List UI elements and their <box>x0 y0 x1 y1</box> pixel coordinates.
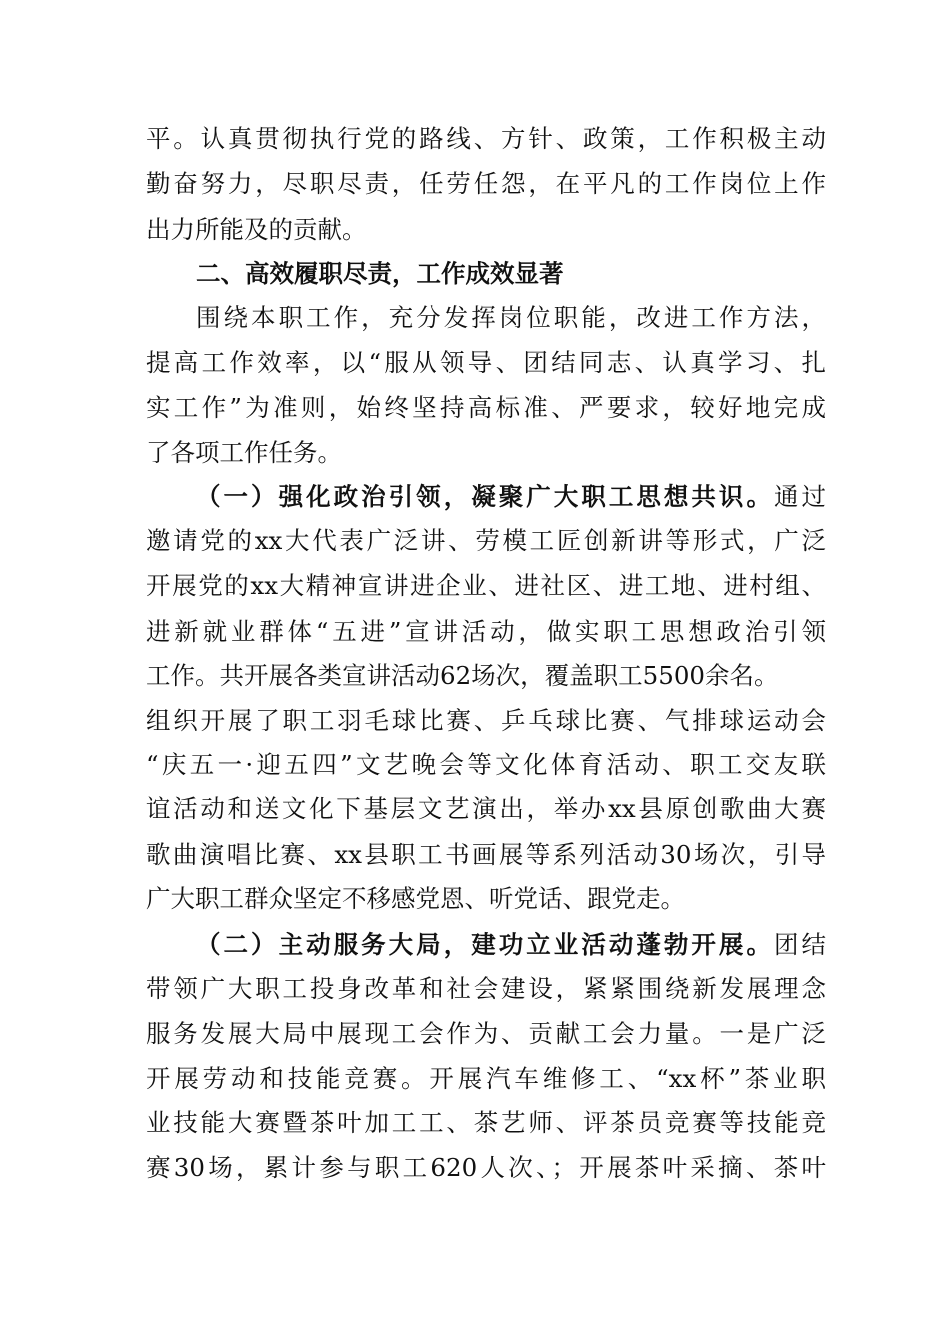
paragraph-line: 平。认真贯彻执行党的路线、方针、政策，工作积极主动 <box>146 124 826 153</box>
paragraph-line: 了各项工作任务。 <box>146 438 342 467</box>
paragraph-line: 提高工作效率，以“服从领导、团结同志、认真学习、扎 <box>146 348 826 377</box>
subsection-title: （一）强化政治引领，凝聚广大职工思想共识。 <box>196 482 774 511</box>
paragraph-line: 进新就业群体“五进”宣讲活动，做实职工思想政治引领 <box>146 617 826 646</box>
paragraph-line: 开展党的xx大精神宣讲进企业、进社区、进工地、进村组、 <box>146 571 826 600</box>
paragraph-line: 围绕本职工作，充分发挥岗位职能，改进工作方法， <box>196 303 826 332</box>
paragraph-line: 邀请党的xx大代表广泛讲、劳模工匠创新讲等形式，广泛 <box>146 526 826 555</box>
paragraph-line: 勤奋努力，尽职尽责，任劳任怨，在平凡的工作岗位上作 <box>146 169 826 198</box>
paragraph-line: 组织开展了职工羽毛球比赛、乒乓球比赛、气排球运动会 <box>146 706 826 735</box>
paragraph-line: 广大职工群众坚定不移感党恩、听党话、跟党走。 <box>146 884 685 913</box>
paragraph-line: 服务发展大局中展现工会作为、贡献工会力量。一是广泛 <box>146 1019 826 1048</box>
paragraph-line: 带领广大职工投身改革和社会建设，紧紧围绕新发展理念 <box>146 974 826 1003</box>
section-heading: 二、高效履职尽责，工作成效显著 <box>196 259 564 288</box>
paragraph-line: 赛30场，累计参与职工620人次、；开展茶叶采摘、茶叶 <box>146 1153 826 1182</box>
paragraph-text: 通过 <box>773 482 827 511</box>
paragraph-line: 开展劳动和技能竞赛。开展汽车维修工、“xx杯”茶业职 <box>146 1064 826 1093</box>
paragraph-line <box>196 477 826 517</box>
paragraph-text: 团结 <box>773 930 827 959</box>
paragraph-line: 实工作”为准则，始终坚持高标准、严要求，较好地完成 <box>146 393 826 422</box>
paragraph-line: 歌曲演唱比赛、xx县职工书画展等系列活动30场次，引导 <box>146 840 826 869</box>
paragraph-line: 工作。共开展各类宣讲活动62场次，覆盖职工5500余名。 <box>146 661 779 690</box>
paragraph-line <box>196 925 826 965</box>
paragraph-line: 出力所能及的贡献。 <box>146 215 367 244</box>
paragraph-line: “庆五一·迎五四”文艺晚会等文化体育活动、职工交友联 <box>146 750 826 779</box>
paragraph-line: 业技能大赛暨茶叶加工工、茶艺师、评茶员竞赛等技能竞 <box>146 1108 826 1137</box>
subsection-title: （二）主动服务大局，建功立业活动蓬勃开展。 <box>196 930 774 959</box>
paragraph-line: 谊活动和送文化下基层文艺演出，举办xx县原创歌曲大赛 <box>146 794 826 823</box>
